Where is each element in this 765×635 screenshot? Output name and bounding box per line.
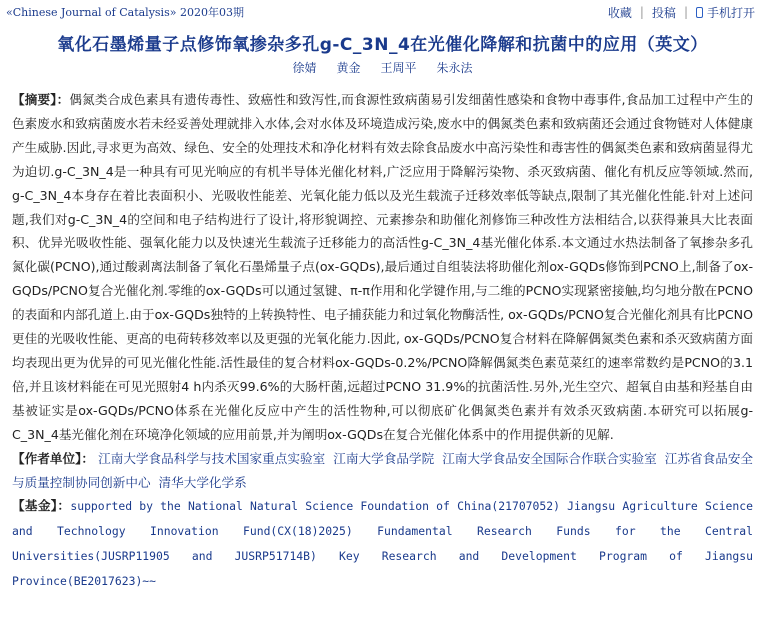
abstract-section	[12, 88, 753, 447]
journal-name[interactable]: «Chinese Journal of Catalysis»	[6, 6, 177, 19]
author-link[interactable]: 徐婧	[292, 61, 317, 75]
submit-button[interactable]: 投稿	[651, 5, 676, 20]
issue-label[interactable]: 2020年03期	[179, 6, 244, 19]
affiliation-link[interactable]: 江南大学食品安全国际合作联合实验室	[442, 450, 657, 466]
mobile-open-label: 手机打开	[706, 5, 755, 20]
funding-section	[12, 494, 753, 594]
mobile-open-button[interactable]	[696, 4, 755, 21]
author-link[interactable]: 黄金	[336, 61, 361, 75]
journal-info	[6, 4, 244, 20]
affiliation-link[interactable]: 清华大学化学系	[158, 474, 247, 490]
affiliation-link[interactable]: 江苏省食品安全与质量控制协同创新中心	[12, 450, 754, 490]
article-body	[0, 88, 765, 594]
author-link[interactable]: 朱永法	[436, 61, 473, 75]
affiliation-link[interactable]: 江南大学食品科学与技术国家重点实验室	[98, 450, 326, 466]
divider: |	[683, 5, 688, 19]
abstract-label: 【摘要】：	[12, 92, 70, 107]
affiliation-link[interactable]: 江南大学食品学院	[333, 450, 435, 466]
affiliation-section	[12, 447, 753, 495]
funding-text[interactable]: supported by the National Natural Science Foundation of China(21707052) Jiangsu Agriculture Science and Technology Innovation Fund(CX(18)2025) Fundamental Research Funds for the Central Universities(JUSRP11905 and JUSRP51714B) Key Research and Development Program of Jiangsu Province(BE2017623)~~	[12, 499, 753, 589]
author-link[interactable]: 王周平	[380, 61, 417, 75]
abstract-text: 偶氮类合成色素具有遗传毒性、致癌性和致泻性,而食源性致病菌易引发细菌性感染和食物中毒事件,食品加工过程中产生的色素废水和致病菌废水若未经妥善处理就排入水体,会对水体及环境造成污染,废水中的偶氮类色素和致病菌还会通过食物链对人体健康产生威胁.因此,寻求更为高效、绿色、安全的处理技术和净化材料有效去除食品废水中高污染性和毒害性的偶氮类色素和致病菌显得尤为迫切.g-C_3N_4是一种具有可见光响应的有机半导体光催化材料,广泛应用于降解污染物、杀灭致病菌、催化有机反应等领域.然而, g-C_3N_4本身存在着比表面积小、光吸收性能差、光氧化能力低以及光生载流子迁移效率低等缺点,限制了其光催化性能.针对上述问题,我们对g-C_3N_4的空间和电子结构进行了设计,将形貌调控、元素掺杂和助催化剂修饰三种改性方法相结合,以获得兼具大比表面积、优异光吸收性能、强氧化能力以及快速光生载流子迁移能力的高活性g-C_3N_4基光催化体系.本文通过水热法制备了氧掺杂多孔氮化碳(PCNO),通过酸剥离法制备了氧化石墨烯量子点(ox-GQDs),最后通过自组装法将助催化剂ox-GQDs修饰到PCNO上,制备了ox-GQDs/PCNO复合光催化剂.零维的ox-GQDs可以通过氢键、π-π作用和化学键作用,与二维的PCNO实现紧密接触,均匀地分散在PCNO的表面和内部孔道上.由于ox-GQDs独特的上转换特性、电子捕获能力和过氧化物酶活性, ox-GQDs/PCNO复合光催化剂具有比PCNO更佳的光吸收性能、更高的电荷转移效率以及更强的光氧化能力.因此, ox-GQDs/PCNO复合材料在降解偶氮类色素和杀灭致病菌方面均表现出更为优异的可见光催化性能.活性最佳的复合材料ox-GQDs-0.2%/PCNO降解偶氮类色素苋菜红的速率常数约是PCNO的3.1倍,并且该材料能在可见光照射4 h内杀灭99.6%的大肠杆菌,远超过PCNO 31.9%的抗菌活性.另外,光生空穴、超氧自由基和羟基自由基被证实是ox-GQDs/PCNO体系在光催化反应中产生的活性物种,可以彻底矿化偶氮类色素并有效杀灭致病菌.本研究可以拓展g-C_3N_4基光催化剂在环境净化领域的应用前景,并为阐明ox-GQDs在复合光催化体系中的作用提供新的见解.	[12, 92, 753, 442]
divider: |	[639, 5, 644, 19]
article-actions	[608, 4, 755, 21]
funding-label: 【基金】：	[12, 498, 71, 514]
article-title: 氧化石墨烯量子点修饰氧掺杂多孔g-C_3N_4在光催化降解和抗菌中的应用（英文）	[57, 35, 708, 55]
collect-button[interactable]: 收藏	[607, 5, 632, 20]
affiliation-label: 【作者单位】：	[12, 450, 95, 466]
top-bar	[0, 0, 765, 24]
author-list	[0, 59, 765, 76]
phone-icon	[696, 7, 703, 18]
